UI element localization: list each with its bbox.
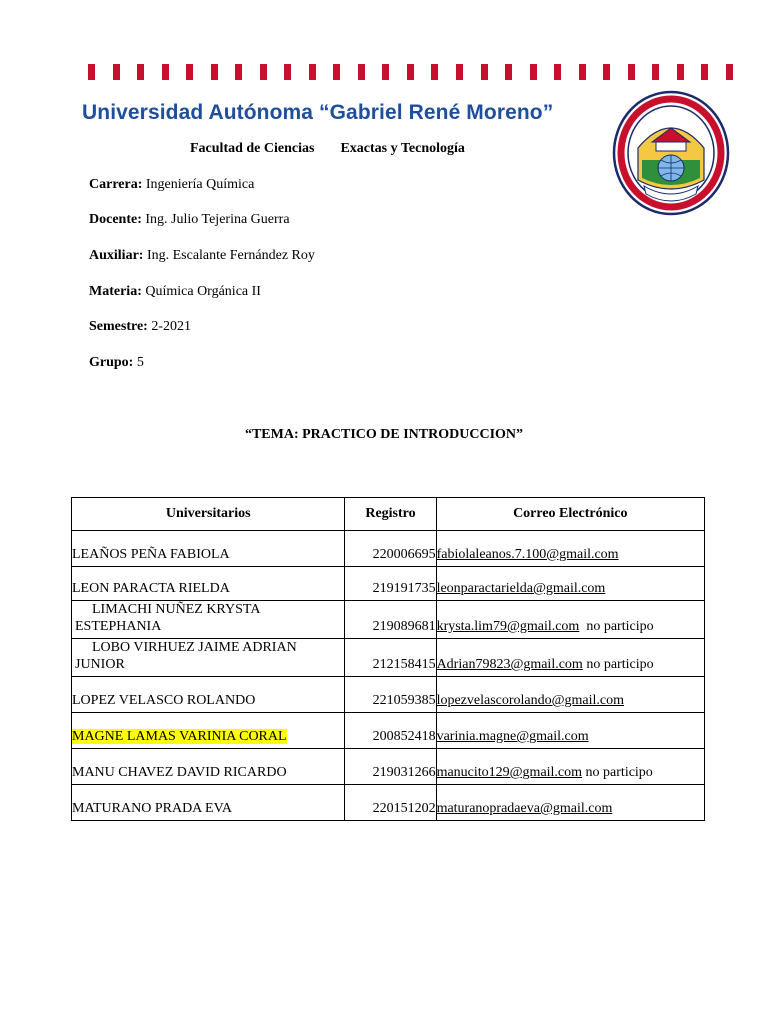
- dash-segment: [186, 64, 193, 80]
- table-row: [72, 749, 705, 785]
- field-auxiliar-label: Auxiliar:: [89, 248, 144, 263]
- dash-segment: [481, 64, 488, 80]
- student-name-line2: ESTEPHANIA: [75, 619, 162, 634]
- student-registro: 219031266: [345, 749, 436, 785]
- dash-segment: [162, 64, 169, 80]
- field-semestre: [89, 319, 191, 335]
- student-registro: 220151202: [345, 785, 436, 821]
- dash-segment: [358, 64, 365, 80]
- faculty-right: Exactas y Tecnología: [340, 141, 465, 156]
- student-email-link[interactable]: krysta.lim79@gmail.com: [436, 619, 580, 634]
- header-dash-bar: [88, 64, 733, 80]
- student-registro: 220006695: [345, 531, 436, 567]
- field-grupo: [89, 355, 144, 371]
- dash-segment: [309, 64, 316, 80]
- dash-segment: [652, 64, 659, 80]
- field-materia-label: Materia:: [89, 284, 142, 299]
- field-docente: [89, 212, 290, 228]
- student-registro: 212158415: [345, 639, 436, 677]
- dash-segment: [382, 64, 389, 80]
- field-docente-label: Docente:: [89, 212, 142, 227]
- field-semestre-label: Semestre:: [89, 319, 148, 334]
- student-name: LEAÑOS PEÑA FABIOLA: [72, 531, 345, 567]
- student-email-link[interactable]: manucito129@gmail.com: [436, 765, 583, 780]
- student-name: [72, 601, 345, 639]
- participation-note: no participo: [582, 657, 654, 672]
- student-registro: 200852418: [345, 713, 436, 749]
- field-auxiliar-value: Ing. Escalante Fernández Roy: [143, 248, 315, 263]
- header-registro: Registro: [345, 498, 436, 531]
- student-name-line2: JUNIOR: [75, 657, 125, 672]
- student-email-cell: [436, 713, 704, 749]
- dash-segment: [701, 64, 708, 80]
- dash-segment: [235, 64, 242, 80]
- dash-segment: [505, 64, 512, 80]
- student-email-link[interactable]: varinia.magne@gmail.com: [436, 729, 589, 744]
- dash-segment: [260, 64, 267, 80]
- student-name: [72, 639, 345, 677]
- header-universitarios: Universitarios: [72, 498, 345, 531]
- field-semestre-value: 2-2021: [147, 319, 191, 334]
- student-name: MATURANO PRADA EVA: [72, 785, 345, 821]
- student-email-link[interactable]: lopezvelascorolando@gmail.com: [436, 693, 625, 708]
- student-email-link[interactable]: maturanopradaeva@gmail.com: [436, 801, 613, 816]
- dash-segment: [137, 64, 144, 80]
- student-name: MANU CHAVEZ DAVID RICARDO: [72, 749, 345, 785]
- student-registro: 221059385: [345, 677, 436, 713]
- table-row: [72, 601, 705, 639]
- student-name-cell: [72, 713, 345, 749]
- table-row: [72, 677, 705, 713]
- student-email-cell: [436, 567, 704, 601]
- tema-heading: “TEMA: PRACTICO DE INTRODUCCION”: [244, 427, 524, 442]
- dash-segment: [88, 64, 95, 80]
- student-name-line1: LOBO VIRHUEZ JAIME ADRIAN: [92, 640, 297, 655]
- field-materia-value: Química Orgánica II: [141, 284, 261, 299]
- student-registro: 219191735: [345, 567, 436, 601]
- faculty-line: [190, 141, 465, 157]
- field-docente-value: Ing. Julio Tejerina Guerra: [141, 212, 290, 227]
- dash-segment: [554, 64, 561, 80]
- field-carrera-label: Carrera:: [89, 177, 143, 192]
- table-row: [72, 639, 705, 677]
- student-name-line1: LIMACHI NUÑEZ KRYSTA: [92, 602, 261, 617]
- dash-segment: [284, 64, 291, 80]
- student-email-cell: [436, 785, 704, 821]
- dash-segment: [603, 64, 610, 80]
- student-email-link[interactable]: fabiolaleanos.7.100@gmail.com: [436, 547, 619, 562]
- university-seal-logo: [612, 90, 730, 216]
- dash-segment: [431, 64, 438, 80]
- dash-segment: [211, 64, 218, 80]
- field-carrera: [89, 177, 254, 193]
- participation-note: no participo: [582, 765, 653, 780]
- dash-segment: [579, 64, 586, 80]
- student-registro: 219089681: [345, 601, 436, 639]
- dash-segment: [677, 64, 684, 80]
- field-grupo-value: 5: [133, 355, 144, 370]
- student-email-cell: [436, 749, 704, 785]
- field-materia: [89, 284, 261, 300]
- header-correo: Correo Electrónico: [436, 498, 704, 531]
- dash-segment: [333, 64, 340, 80]
- university-title: Universidad Autónoma “Gabriel René Moreno”: [82, 101, 554, 124]
- table-header-row: [72, 498, 705, 531]
- table-row: [72, 785, 705, 821]
- field-grupo-label: Grupo:: [89, 355, 134, 370]
- dash-segment: [726, 64, 733, 80]
- field-auxiliar: [89, 248, 315, 264]
- faculty-left: Facultad de Ciencias: [190, 141, 315, 156]
- participation-note: no participo: [579, 619, 654, 634]
- student-name: LOPEZ VELASCO ROLANDO: [72, 677, 345, 713]
- dash-segment: [530, 64, 537, 80]
- student-name: LEON PARACTA RIELDA: [72, 567, 345, 601]
- student-email-cell: [436, 601, 704, 639]
- student-email-cell: [436, 639, 704, 677]
- field-carrera-value: Ingeniería Química: [142, 177, 255, 192]
- student-name-highlighted: MAGNE LAMAS VARINIA CORAL: [72, 729, 287, 744]
- dash-segment: [407, 64, 414, 80]
- student-email-cell: [436, 677, 704, 713]
- student-email-link[interactable]: leonparactarielda@gmail.com: [436, 581, 606, 596]
- table-row: [72, 531, 705, 567]
- student-email-cell: [436, 531, 704, 567]
- student-email-link[interactable]: Adrian79823@gmail.com: [436, 657, 583, 672]
- dash-segment: [628, 64, 635, 80]
- dash-segment: [113, 64, 120, 80]
- dash-segment: [456, 64, 463, 80]
- student-table: [71, 497, 705, 821]
- table-row: [72, 713, 705, 749]
- table-row: [72, 567, 705, 601]
